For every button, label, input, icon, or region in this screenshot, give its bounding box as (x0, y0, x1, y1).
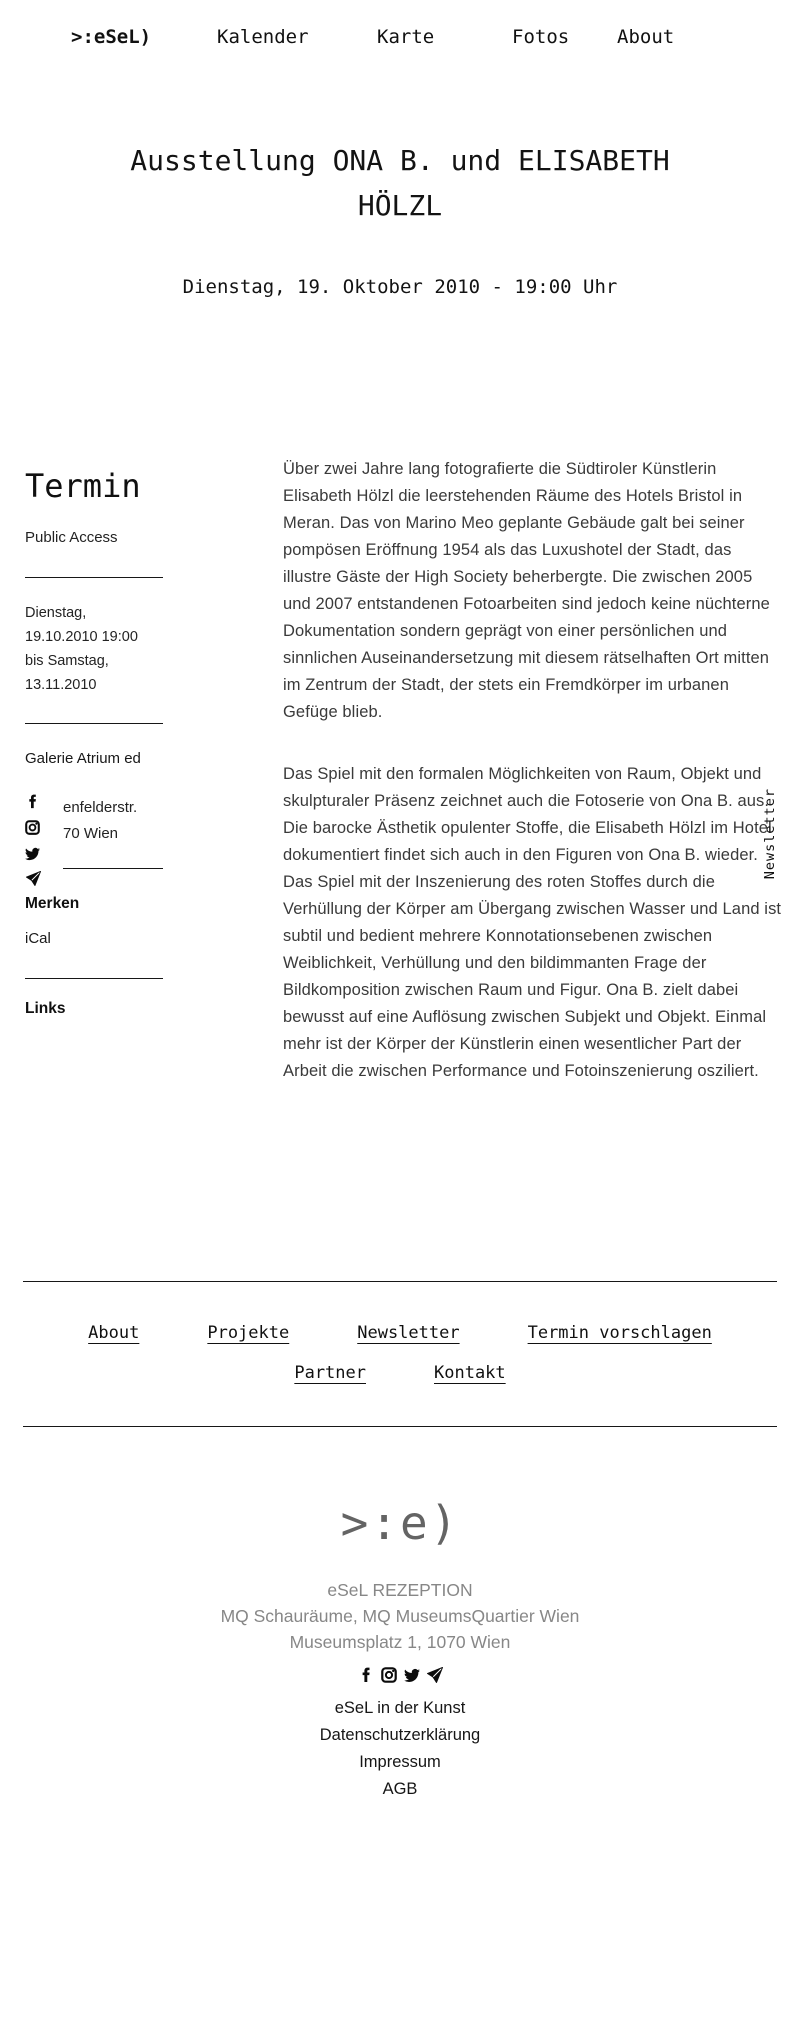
venue-link[interactable]: Galerie Atrium ed (25, 750, 141, 767)
paragraph: Über zwei Jahre lang fotografierte die Südtiroler Künstlerin Elisabeth Hölzl die leerstehenden Räume des Hotels Bristol in Meran. Das von Marino Meo geplante Gebäude galt bei seiner pompösen Eröffnung 1954 als das Luxushotel der Stadt, das illustre Gäste der High Society beherbergte. Die zwischen 2005 und 2007 entstandenen Fotoarbeiten sind jedoch keine nüchterne Dokumentation sondern geprägt von einer persönlichen und sinnlichen Auseinandersetzung mit diesem rätselhaften Ort mitten im Zentrum der Stadt, der stets ein Fremdkörper im urbanen Gefüge blieb. (283, 460, 770, 721)
event-datetime: Dienstag, 19. Oktober 2010 - 19:00 Uhr (182, 276, 618, 298)
nav-item-karte[interactable]: Karte (377, 26, 435, 48)
divider (25, 978, 163, 979)
footer-address-line: MQ Schauräume, MQ MuseumsQuartier Wien (220, 1606, 580, 1626)
divider (23, 1281, 777, 1282)
footer-link-agb[interactable]: AGB (382, 1780, 418, 1798)
telegram-share-icon[interactable] (26, 871, 41, 886)
footer-link-esel-in-der-kunst[interactable]: eSeL in der Kunst (334, 1699, 466, 1717)
page-title: Ausstellung ONA B. und ELISABETH HÖLZL (130, 144, 670, 222)
nav-item-fotos[interactable]: Fotos (512, 26, 570, 48)
divider (25, 723, 163, 724)
divider (63, 868, 163, 869)
footer-link-datenschutz[interactable]: Datenschutzerklärung (319, 1726, 481, 1744)
footer-org-name: eSeL REZEPTION (327, 1580, 473, 1600)
footer-link-impressum[interactable]: Impressum (359, 1753, 441, 1771)
date-line: 13.11.2010 (25, 677, 97, 693)
date-line: bis Samstag, (25, 653, 109, 669)
footer-contact-info (0, 1577, 800, 1655)
newsletter-tab[interactable]: Newsletter (762, 788, 778, 880)
divider (25, 577, 163, 578)
telegram-icon[interactable] (427, 1667, 443, 1683)
footer-nav-projekte[interactable]: Projekte (207, 1323, 290, 1343)
event-date-range (25, 601, 138, 697)
sidebar-links-heading: Links (25, 1000, 66, 1017)
footer-nav (50, 1320, 750, 1386)
footer-nav-about[interactable]: About (88, 1323, 140, 1343)
twitter-share-icon[interactable] (25, 846, 40, 861)
site-logo[interactable]: >:eSeL) (71, 26, 152, 48)
event-description (283, 456, 783, 1120)
merken-bookmark-link[interactable]: Merken (25, 895, 80, 912)
nav-item-kalender[interactable]: Kalender (217, 26, 309, 48)
ical-download-link[interactable]: iCal (25, 930, 51, 947)
footer-logo: >:e) (340, 1496, 460, 1550)
footer-nav-termin-vorschlagen[interactable]: Termin vorschlagen (527, 1323, 712, 1343)
divider (23, 1426, 777, 1427)
footer-nav-row (294, 1360, 505, 1386)
paragraph: Das Spiel mit den formalen Möglichkeiten von Raum, Objekt und skulpturaler Präsenz zeichnet auch die Fotoserie von Ona B. aus. Die barocke Ästhetik opulenter Stoffe, die Elisabeth Hölzl im Hotel dokumentiert findet sich auch in den Figuren von Ona B. wieder. Das Spiel mit der Inszenierung des roten Stoffes durch die Verhüllung der Körper am Übergang zwischen Wasser und Land ist subtil und bedient mehrere Konnotationsebenen zwischen Weiblichkeit, Verhüllung und den bildimmanten Frage der Bildkomposition zwischen Raum und Figur. Ona B. zielt dabei bewusst auf eine Auflösung zwischen Subjekt und Objekt. Einmal mehr ist der Körper der Künstlerin einen wesentlicher Part der Arbeit die zwischen Performance und Fotoinszenierung osziliert. (283, 765, 782, 1080)
footer-address-line: Museumsplatz 1, 1070 Wien (289, 1632, 511, 1652)
footer-links (0, 1695, 800, 1803)
footer-nav-newsletter[interactable]: Newsletter (357, 1323, 460, 1343)
instagram-icon[interactable] (381, 1667, 397, 1683)
access-label: Public Access (25, 529, 118, 546)
facebook-icon[interactable] (358, 1667, 374, 1683)
date-line: 19.10.2010 19:00 (25, 629, 138, 645)
footer-nav-kontakt[interactable]: Kontakt (434, 1363, 506, 1383)
footer-nav-partner[interactable]: Partner (294, 1363, 366, 1383)
venue-address-line: enfelderstr. (63, 799, 138, 816)
sidebar-heading-termin: Termin (25, 467, 141, 505)
twitter-icon[interactable] (404, 1667, 420, 1683)
venue-address-line: 70 Wien (63, 825, 119, 842)
footer-nav-row (88, 1320, 712, 1346)
footer-social-icons (0, 1667, 800, 1683)
facebook-share-icon[interactable] (25, 794, 40, 809)
date-line: Dienstag, (25, 605, 87, 621)
nav-item-about[interactable]: About (617, 26, 675, 48)
instagram-share-icon[interactable] (25, 820, 40, 835)
